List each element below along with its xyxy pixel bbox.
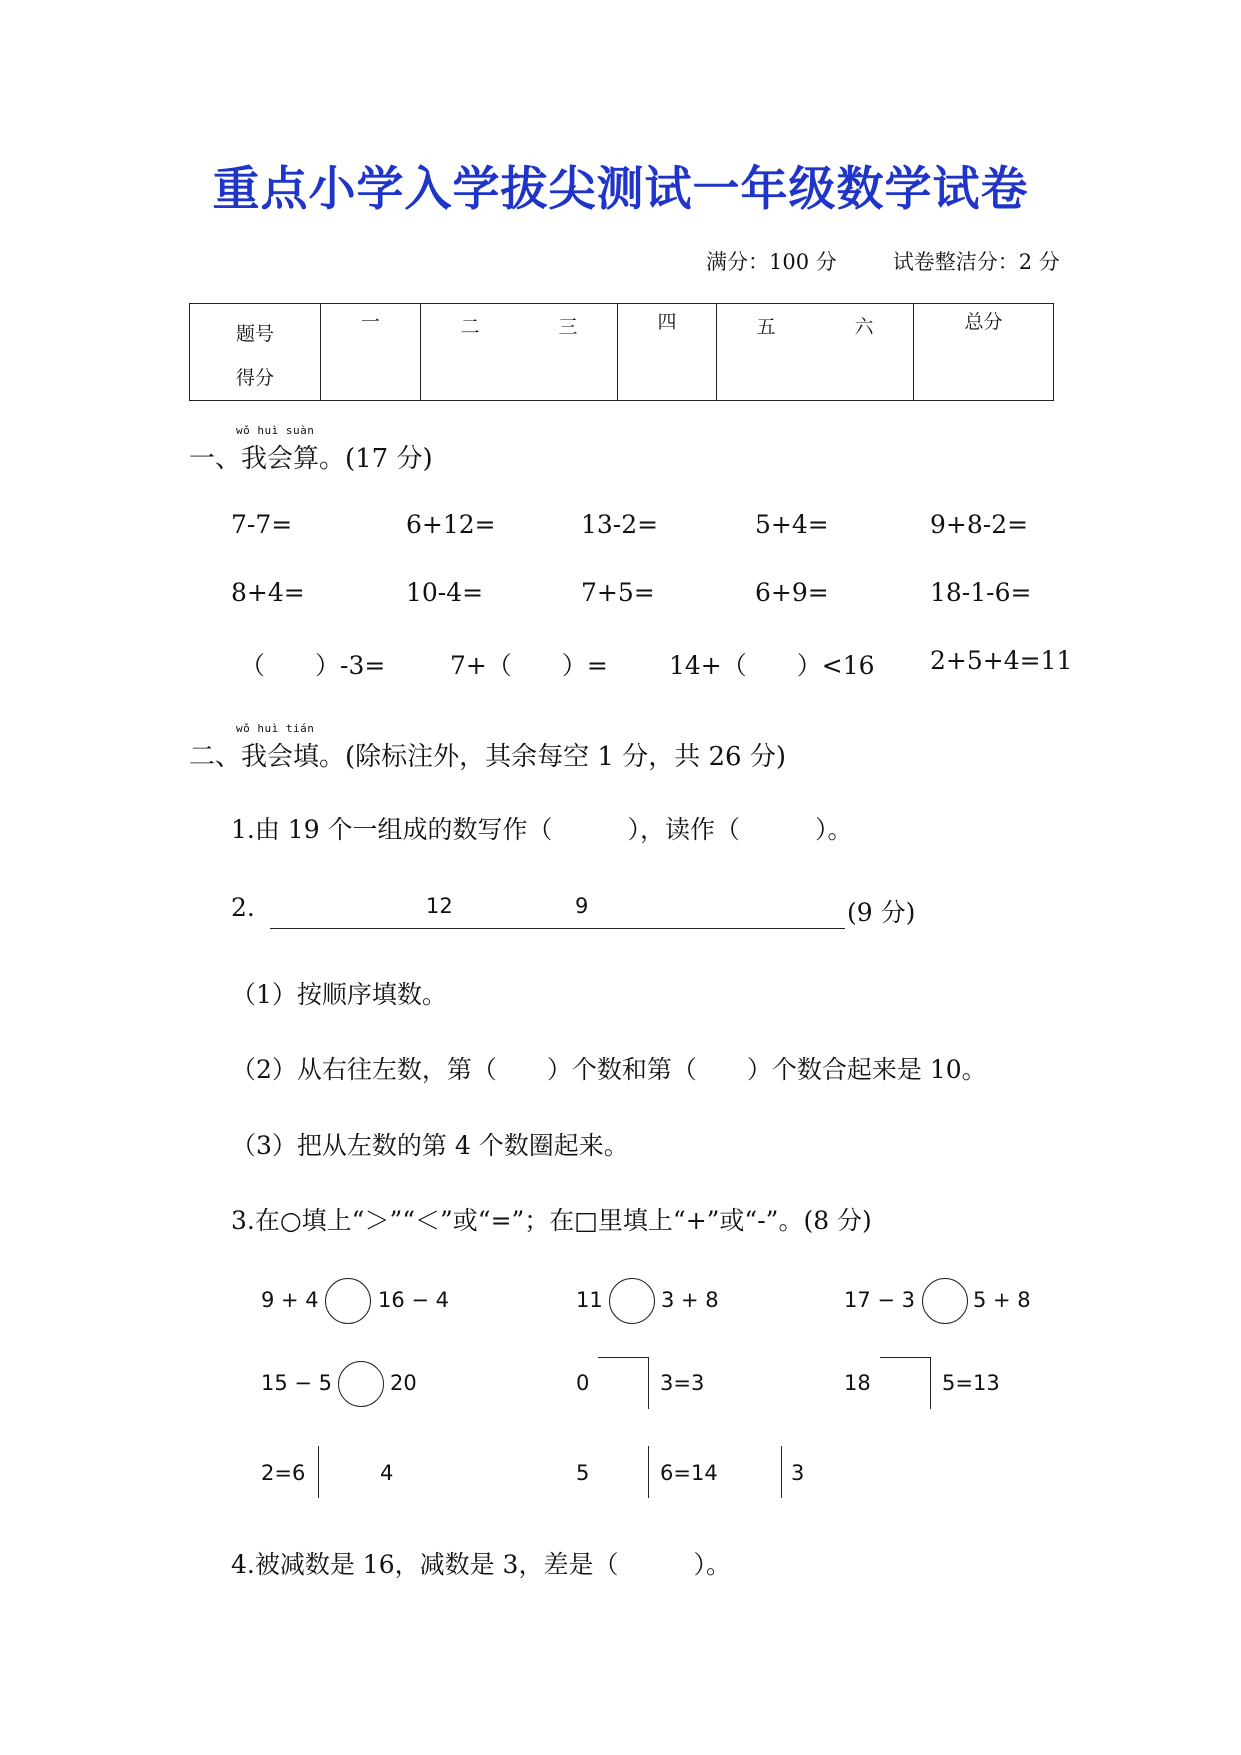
calc-item: 2+5+4=11 xyxy=(930,646,1073,675)
operator-box-top xyxy=(880,1357,930,1358)
calc-item: 10-4= xyxy=(406,578,484,607)
calc-item: 18-1-6= xyxy=(930,578,1032,607)
operator-left: 0 xyxy=(576,1371,590,1395)
neatness-score: 试卷整洁分：2 分 xyxy=(892,250,1060,274)
operator-mid: 6=14 xyxy=(660,1461,718,1485)
compare-right: 20 xyxy=(390,1371,417,1395)
compare-left: 17 − 3 xyxy=(844,1288,916,1312)
operator-right: 3=3 xyxy=(660,1371,705,1395)
compare-right: 16 − 4 xyxy=(378,1288,450,1312)
calc-item: 7+5= xyxy=(581,578,655,607)
operator-box-side[interactable] xyxy=(648,1446,649,1498)
score-cell-1[interactable]: 一 xyxy=(321,304,421,401)
score-table xyxy=(189,303,1054,401)
operator-box-side[interactable] xyxy=(930,1357,931,1409)
calc-item: 8+4= xyxy=(231,578,305,607)
score-table-header-cell xyxy=(190,304,321,401)
compare-circle[interactable] xyxy=(609,1278,655,1324)
question-1: 1.由 19 个一组成的数写作（ ），读作（ ）。 xyxy=(231,815,853,844)
question-4: 4.被减数是 16，减数是 3，差是（ ）。 xyxy=(231,1550,731,1579)
score-cell-4[interactable]: 四 xyxy=(618,304,717,401)
compare-left: 11 xyxy=(576,1288,603,1312)
calc-item: 6+12= xyxy=(406,510,496,539)
section2-pinyin: wǒ huì tián xyxy=(236,722,315,735)
question-2-points: (9 分) xyxy=(847,898,916,927)
compare-left: 9 + 4 xyxy=(261,1288,319,1312)
score-cell-5-6[interactable] xyxy=(717,304,914,401)
full-score: 满分：100 分 xyxy=(706,250,837,274)
calc-item: 13-2= xyxy=(581,510,659,539)
number-line-value: 9 xyxy=(575,894,589,918)
operator-right: 5=13 xyxy=(942,1371,1000,1395)
calc-item: 7-7= xyxy=(231,510,293,539)
operator-right: 3 xyxy=(791,1461,805,1485)
question-2-sub2: （2）从右往左数，第（ ）个数和第（ ）个数合起来是 10。 xyxy=(231,1055,987,1084)
calc-item: 9+8-2= xyxy=(930,510,1029,539)
question-3: 3.在○填上“＞”“＜”或“=”；在□里填上“+”或“-”。(8 分) xyxy=(231,1206,872,1235)
compare-circle[interactable] xyxy=(338,1361,384,1407)
question-2-label: 2. xyxy=(231,893,255,922)
score-cell-2-3[interactable] xyxy=(421,304,618,401)
section1-title: 一、我会算。(17 分) xyxy=(189,444,433,474)
operator-left: 2=6 xyxy=(261,1461,306,1485)
col-6-label: 六 xyxy=(854,316,874,338)
compare-left: 15 − 5 xyxy=(261,1371,333,1395)
col-3-label: 三 xyxy=(558,316,578,338)
question-2-sub1: （1）按顺序填数。 xyxy=(231,980,447,1009)
compare-circle[interactable] xyxy=(922,1278,968,1324)
calc-item: （ ）-3= xyxy=(240,651,386,680)
calc-item: 5+4= xyxy=(755,510,829,539)
calc-item: 7+（ ）= xyxy=(450,651,608,680)
number-line-value: 12 xyxy=(426,894,453,918)
col-2-label: 二 xyxy=(460,316,480,338)
page-title: 重点小学入学拔尖测试一年级数学试卷 xyxy=(212,162,1029,217)
section1-pinyin: wǒ huì suàn xyxy=(236,424,315,437)
compare-right: 3 + 8 xyxy=(661,1288,719,1312)
operator-left: 18 xyxy=(844,1371,871,1395)
col-5-label: 五 xyxy=(756,316,776,338)
question-number-label: 题号 xyxy=(235,323,274,345)
operator-box-side[interactable] xyxy=(318,1446,319,1498)
section2-title: 二、我会填。(除标注外，其余每空 1 分，共 26 分) xyxy=(189,742,786,772)
operator-right: 4 xyxy=(380,1461,394,1485)
score-cell-total[interactable]: 总分 xyxy=(914,304,1054,401)
score-info xyxy=(706,246,1060,276)
question-2-sub3: （3）把从左数的第 4 个数圈起来。 xyxy=(231,1131,629,1160)
operator-box-top xyxy=(598,1357,648,1358)
number-line xyxy=(270,928,845,929)
calc-item: 14+（ ）<16 xyxy=(669,651,875,680)
score-label: 得分 xyxy=(235,367,274,389)
operator-left: 5 xyxy=(576,1461,590,1485)
operator-box-side[interactable] xyxy=(781,1446,782,1498)
calc-item: 6+9= xyxy=(755,578,829,607)
operator-box-side[interactable] xyxy=(648,1357,649,1409)
compare-circle[interactable] xyxy=(325,1278,371,1324)
compare-right: 5 + 8 xyxy=(973,1288,1031,1312)
